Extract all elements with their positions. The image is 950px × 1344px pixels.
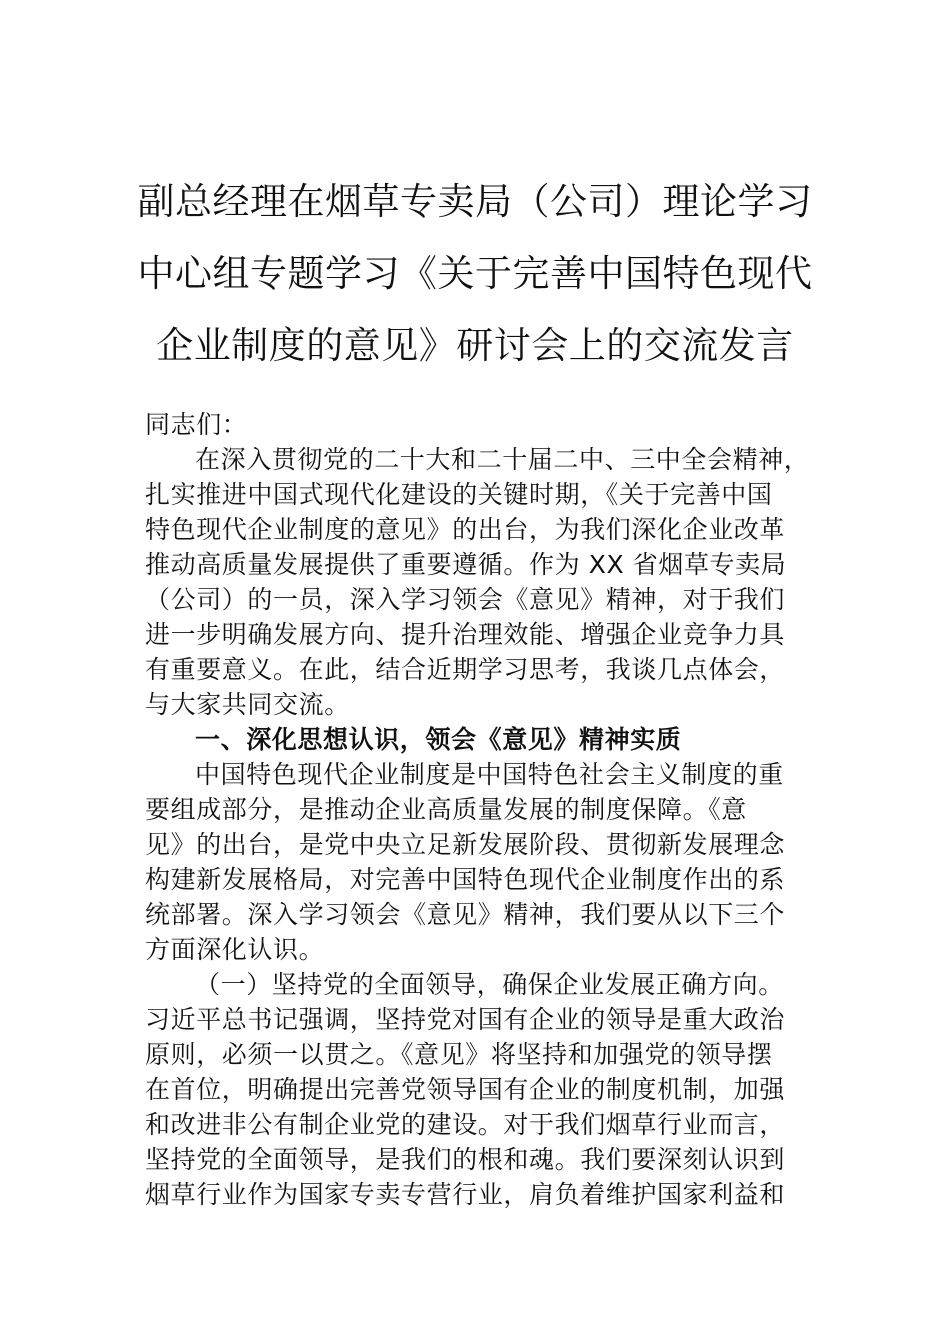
paragraph-line: 有重要意义。在此，结合近期学习思考，我谈几点体会， (145, 655, 786, 684)
paragraph-line: 和改进非公有制企业党的建设。对于我们烟草行业而言， (145, 1110, 786, 1139)
document-body (145, 407, 815, 1212)
paragraph-line: 特色现代企业制度的意见》的出台，为我们深化企业改革 (145, 515, 786, 544)
document-title (120, 166, 830, 382)
subsection-heading: （一）坚持党的全面领导，确保企业发展正确方向。 (195, 970, 784, 999)
paragraph-line: 在首位，明确提出完善党领导国有企业的制度机制，加强 (145, 1075, 786, 1104)
title-line: 中心组专题学习《关于完善中国特色现代 (137, 252, 813, 295)
paragraph-line: 坚持党的全面领导，是我们的根和魂。我们要深刻认识到 (145, 1145, 786, 1174)
paragraph-line: 进一步明确发展方向、提升治理效能、增强企业竞争力具 (145, 620, 786, 649)
paragraph-line: 中国特色现代企业制度是中国特色社会主义制度的重 (195, 760, 784, 789)
paragraph-line: 见》的出台，是党中央立足新发展阶段、贯彻新发展理念 (145, 830, 786, 859)
paragraph-line: 统部署。深入学习领会《意见》精神，我们要从以下三个 (145, 900, 786, 929)
paragraph-line: 习近平总书记强调，坚持党对国有企业的领导是重大政治 (145, 1005, 786, 1034)
paragraph-line: 烟草行业作为国家专卖专营行业，肩负着维护国家利益和 (145, 1180, 786, 1209)
paragraph-line: 要组成部分，是推动企业高质量发展的制度保障。《意 (145, 795, 747, 824)
paragraph-line: 扎实推进中国式现代化建设的关键时期，《关于完善中国 (145, 480, 773, 509)
paragraph-line: 与大家共同交流。 (145, 690, 350, 719)
title-line: 企业制度的意见》研讨会上的交流发言 (156, 324, 794, 367)
paragraph-line: 方面深化认识。 (145, 935, 325, 964)
title-line: 副总经理在烟草专卖局（公司）理论学习 (137, 180, 813, 223)
section-heading: 一、深化思想认识，领会《意见》精神实质 (195, 725, 682, 754)
paragraph-line: 原则，必须一以贯之。《意见》将坚持和加强党的领导摆 (145, 1040, 773, 1069)
salutation: 同志们： (145, 410, 248, 439)
paragraph-line: 推动高质量发展提供了重要遵循。作为 XX 省烟草专卖局 (145, 550, 787, 579)
paragraph-line: 在深入贯彻党的二十大和二十届二中、三中全会精神， (195, 445, 810, 474)
paragraph-line: （公司）的一员，深入学习领会《意见》精神，对于我们 (145, 585, 786, 614)
paragraph-line: 构建新发展格局，对完善中国特色现代企业制度作出的系 (145, 865, 786, 894)
